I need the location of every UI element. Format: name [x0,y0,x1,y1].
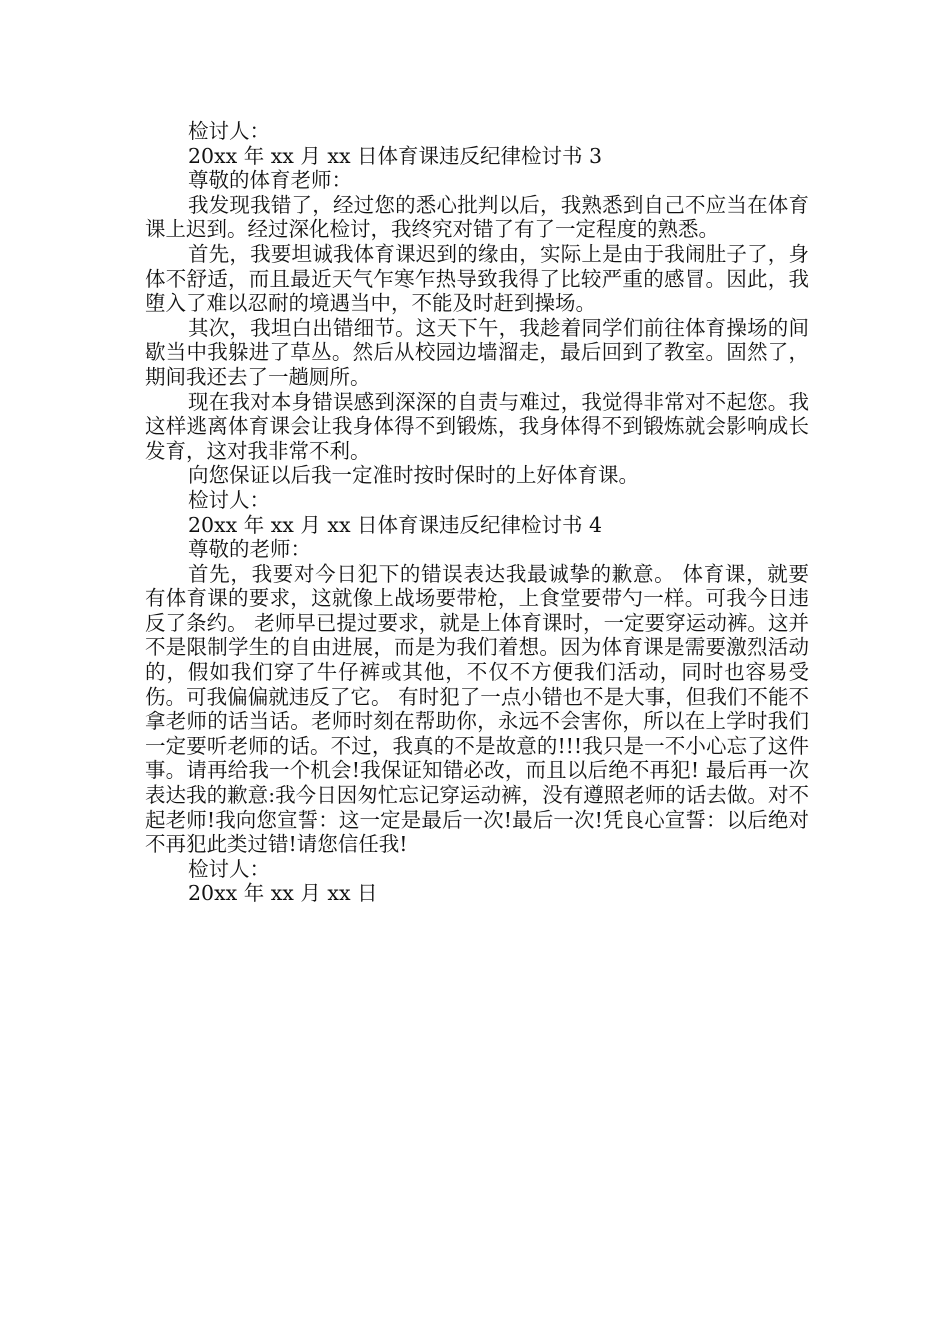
date-line: 20xx 年 xx 月 xx 日 [188,881,378,906]
body-paragraph: 现在我对本身错误感到深深的自责与难过，我觉得非常对不起您。我这样逃离体育课会让我身体得不到锻炼，我身体得不到锻炼就会影响成长发育，这对我非常不利。 [145,389,809,463]
document-body [145,119,809,906]
salutation: 尊敬的老师： [188,537,311,562]
body-paragraph: 我发现我错了，经过您的悉心批判以后，我熟悉到自己不应当在体育课上迟到。经过深化检讨，我终究对错了有了一定程度的熟悉。 [145,192,809,242]
signature-label: 检讨人： [188,856,270,881]
signature-label: 检讨人： [188,119,270,143]
body-paragraph: 首先，我要坦诚我体育课迟到的缘由，实际上是由于我闹肚子了，身体不舒适，而且最近天气乍寒乍热导致我得了比较严重的感冒。因此，我堕入了难以忍耐的境遇当中，不能及时赶到操场。 [145,241,809,316]
signature-label: 检讨人： [188,487,270,512]
section-heading: 20xx 年 xx 月 xx 日体育课违反纪律检讨书 3 [188,143,603,168]
body-paragraph: 向您保证以后我一定准时按时保时的上好体育课。 [188,463,639,488]
body-paragraph: 首先，我要对今日犯下的错误表达我最诚挚的歉意。 体育课，就要有体育课的要求，这就像上战场要带枪，上食堂要带勺一样。可我今日违反了条约。 老师早已提过要求，就是上体育课时，一定要穿运动裤。这并不是限制学生的自由进展，而是为我们着想。因为体育课是需要激烈活动的，假如我们穿了牛仔裤或其他，不仅不方便我们活动，同时也容易受伤。可我偏偏就违反了它。 有时犯了一点小错也不是大事，但我们不能不拿老师的话当话。老师时刻在帮助你，永远不会害你，所以在上学时我们一定要听老师的话。不过，我真的不是故意的!!!我只是一不小心忘了这件事。请再给我一个机会!我保证知错必改，而且以后绝不再犯! 最后再一次表达我的歉意:我今日因匆忙忘记穿运动裤，没有遵照老师的话去做。对不起老师!我向您宣誓：这一定是最后一次!最后一次!凭良心宣誓：以后绝对不再犯此类过错!请您信任我! [145,561,809,857]
salutation: 尊敬的体育老师： [188,168,352,193]
section-heading: 20xx 年 xx 月 xx 日体育课违反纪律检讨书 4 [188,512,603,537]
body-paragraph: 其次，我坦白出错细节。这天下午，我趁着同学们前往体育操场的间歇当中我躲进了草丛。然后从校园边墙溜走，最后回到了教室。固然了，期间我还去了一趟厕所。 [145,315,809,389]
